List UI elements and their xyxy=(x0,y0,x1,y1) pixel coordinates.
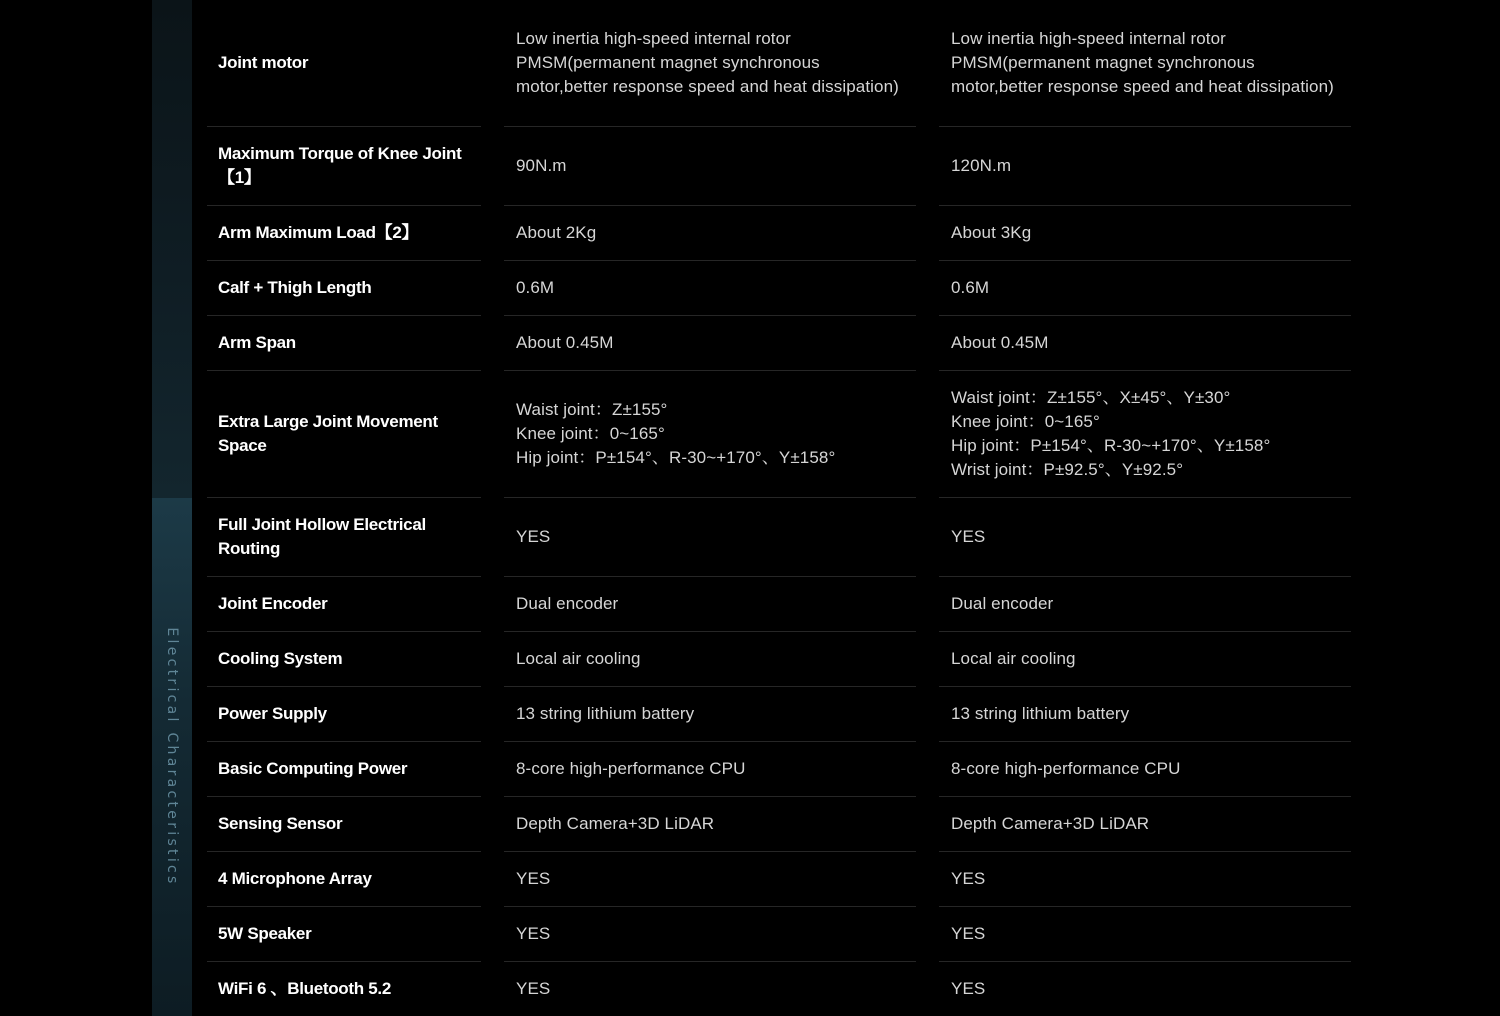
spec-value-model-b: 0.6M xyxy=(951,278,990,297)
spec-value-model-b: Waist joint：Z±155°、X±45°、Y±30° Knee joint：0~165° Hip joint：P±154°、R-30~+170°、Y±158° Wrist joint：P±92.5°、Y±92.5° xyxy=(951,388,1271,479)
spec-value-model-b: About 3Kg xyxy=(951,223,1032,242)
spec-name: Arm Maximum Load【2】 xyxy=(218,223,419,242)
spec-row-wireless xyxy=(0,962,1500,1016)
spec-row-arm-load xyxy=(0,206,1500,261)
spec-row-joint-movement xyxy=(0,371,1500,498)
spec-value-model-a: About 2Kg xyxy=(516,223,597,242)
spec-value-model-a: 13 string lithium battery xyxy=(516,704,695,723)
spec-name: Joint Encoder xyxy=(218,594,328,613)
spec-value-model-b: YES xyxy=(951,527,986,546)
spec-value-model-b: Local air cooling xyxy=(951,649,1076,668)
spec-value-model-a: Low inertia high-speed internal rotor PMSM(permanent magnet synchronous motor,better response speed and heat dissipation) xyxy=(516,29,899,96)
spec-row-joint-encoder xyxy=(0,577,1500,632)
spec-value-model-b: Low inertia high-speed internal rotor PMSM(permanent magnet synchronous motor,better response speed and heat dissipation) xyxy=(951,29,1334,96)
spec-name: 5W Speaker xyxy=(218,924,312,943)
spec-row-leg-length xyxy=(0,261,1500,316)
spec-value-model-b: 120N.m xyxy=(951,156,1012,175)
spec-value-model-a: 0.6M xyxy=(516,278,555,297)
spec-name: Cooling System xyxy=(218,649,343,668)
spec-name: 4 Microphone Array xyxy=(218,869,372,888)
spec-name: Calf + Thigh Length xyxy=(218,278,372,297)
spec-value-model-a: 90N.m xyxy=(516,156,567,175)
spec-name: Basic Computing Power xyxy=(218,759,408,778)
spec-value-model-b: YES xyxy=(951,979,986,998)
spec-value-model-a: Depth Camera+3D LiDAR xyxy=(516,814,715,833)
spec-name: Maximum Torque of Knee Joint 【1】 xyxy=(218,144,462,187)
spec-row-sensing-sensor xyxy=(0,797,1500,852)
spec-row-joint-motor xyxy=(0,0,1500,127)
spec-value-model-b: YES xyxy=(951,869,986,888)
spec-value-model-b: About 0.45M xyxy=(951,333,1049,352)
spec-value-model-a: YES xyxy=(516,869,551,888)
spec-row-microphone xyxy=(0,852,1500,907)
spec-name: WiFi 6 、Bluetooth 5.2 xyxy=(218,979,391,998)
spec-value-model-a: YES xyxy=(516,979,551,998)
spec-row-cooling xyxy=(0,632,1500,687)
spec-value-model-b: 8-core high-performance CPU xyxy=(951,759,1181,778)
spec-name: Sensing Sensor xyxy=(218,814,343,833)
spec-row-speaker xyxy=(0,907,1500,962)
spec-value-model-a: Waist joint：Z±155° Knee joint：0~165° Hip joint：P±154°、R-30~+170°、Y±158° xyxy=(516,400,836,467)
spec-value-model-a: YES xyxy=(516,924,551,943)
section-label-electrical: Electrical Characteristics xyxy=(164,627,180,887)
spec-value-model-b: Dual encoder xyxy=(951,594,1054,613)
spec-value-model-b: Depth Camera+3D LiDAR xyxy=(951,814,1150,833)
spec-name: Joint motor xyxy=(218,53,309,72)
spec-row-power-supply xyxy=(0,687,1500,742)
spec-row-arm-span xyxy=(0,316,1500,371)
spec-name: Extra Large Joint Movement Space xyxy=(218,412,438,455)
spec-value-model-b: 13 string lithium battery xyxy=(951,704,1130,723)
spec-row-hollow-routing xyxy=(0,498,1500,577)
spec-row-knee-torque xyxy=(0,127,1500,206)
spec-name: Power Supply xyxy=(218,704,327,723)
spec-row-computing-power xyxy=(0,742,1500,797)
spec-value-model-b: YES xyxy=(951,924,986,943)
spec-value-model-a: About 0.45M xyxy=(516,333,614,352)
spec-value-model-a: 8-core high-performance CPU xyxy=(516,759,746,778)
spec-value-model-a: YES xyxy=(516,527,551,546)
spec-name: Arm Span xyxy=(218,333,296,352)
spec-value-model-a: Local air cooling xyxy=(516,649,641,668)
spec-name: Full Joint Hollow Electrical Routing xyxy=(218,515,426,558)
spec-value-model-a: Dual encoder xyxy=(516,594,619,613)
